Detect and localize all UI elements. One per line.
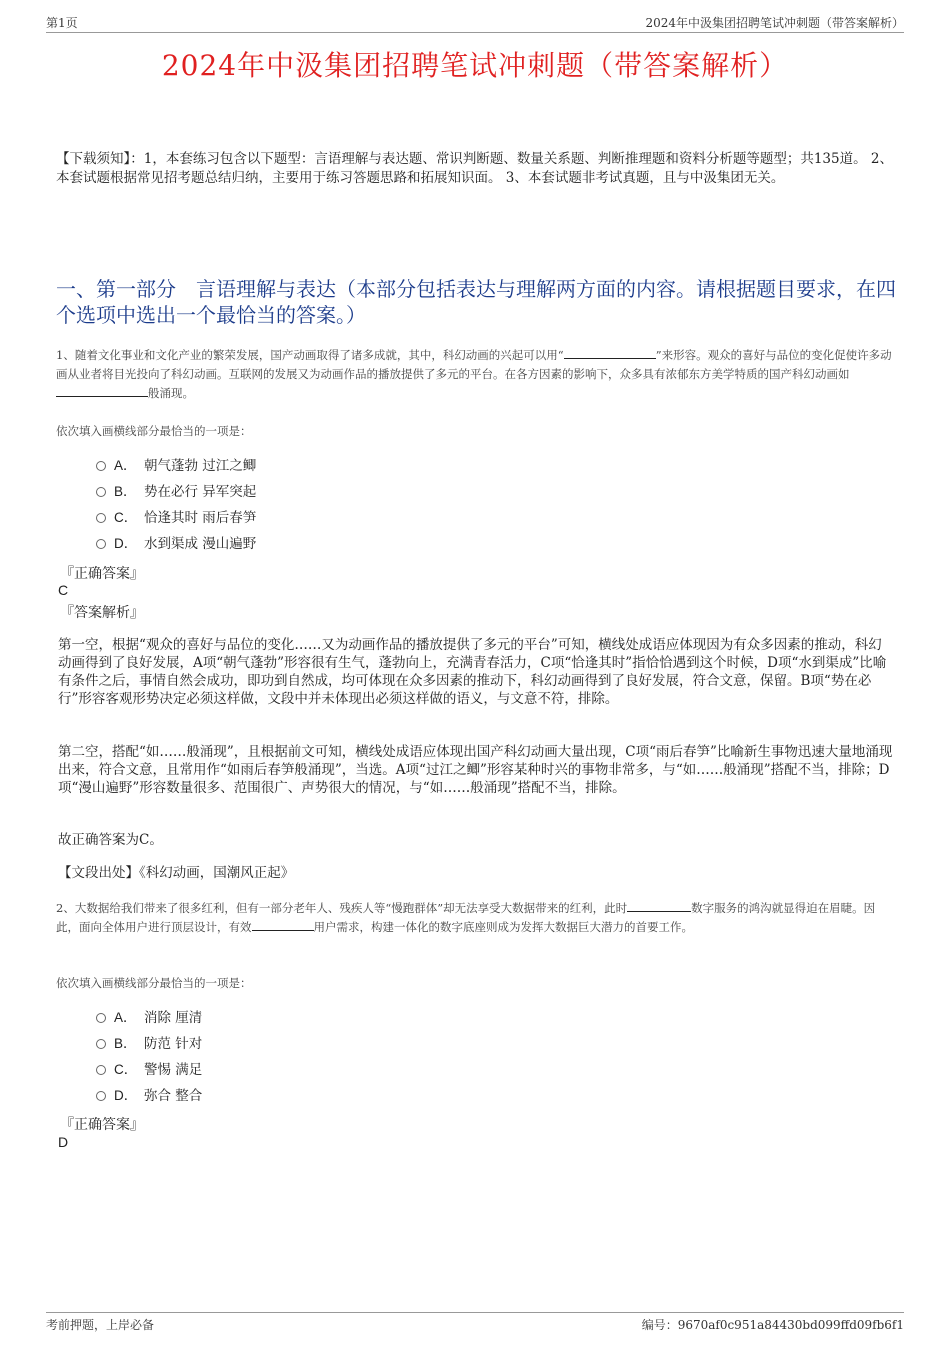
radio-icon[interactable] [96, 513, 106, 523]
fill-blank [564, 346, 656, 359]
fill-blank [252, 918, 314, 931]
analysis-paragraph-2: 第二空，搭配“如……般涌现”，且根据前文可知，横线处成语应体现出国产科幻动画大量出现，C项“雨后春笋”比喻新生事物迅速大量地涌现出来，符合文意，且常用作“如雨后春笋般涌现”，当选。A项“过江之鲫”形容某种时兴的事物非常多，与“如……般涌现”搭配不当，排除；D项“漫山遍野”形容数量很多、范围很广、声势很大的情况，与“如……般涌现”搭配不当，排除。 [58, 744, 893, 796]
source-citation: 【文段出处】《科幻动画，国潮风正起》 [58, 865, 295, 881]
question-2-text: 2、大数据给我们带来了很多红利，但有一部分老年人、残疾人等“慢跑群体”却无法享受大数据带来的红利，此时 数字服务的鸿沟就显得迫在眉睫。因此，面向全体用户进行顶层设计，有效 用户需求，构建一体化的数字底座则成为发挥大数据巨大潜力的首要工作。 [56, 901, 876, 934]
correct-answer: D [58, 1134, 69, 1150]
section-title: 一、第一部分 言语理解与表达（本部分包括表达与理解两方面的内容。请根据题目要求，在四个选项中选出一个最恰当的答案。） [56, 277, 896, 327]
radio-icon[interactable] [96, 1013, 106, 1023]
radio-icon[interactable] [96, 1039, 106, 1049]
correct-answer: C [58, 582, 69, 598]
question-2-option-a[interactable]: A． 消除 厘清 [96, 1008, 202, 1028]
correct-answer-label: 『正确答案』 [60, 1117, 144, 1133]
radio-icon[interactable] [96, 1091, 106, 1101]
radio-icon[interactable] [96, 1065, 106, 1075]
page-number: 第1页 [46, 16, 78, 30]
question-2-option-d[interactable]: D． 弥合 整合 [96, 1086, 202, 1106]
question-1-option-c[interactable]: C． 恰逢其时 雨后春笋 [96, 508, 256, 528]
download-notice: 【下载须知】：1，本套练习包含以下题型：言语理解与表达题、常识判断题、数量关系题、判断推理题和资料分析题等题型；共135道。 2、本套试题根据常见招考题总结归纳，主要用于练习答题思路和拓展知识面。 3、本套试题非考试真题，且与中汲集团无关。 [56, 151, 893, 186]
footer-serial: 编号：9670af0c951a84430bd099ffd09fb6f1 [641, 1318, 904, 1332]
page-footer [46, 1312, 904, 1333]
radio-icon[interactable] [96, 539, 106, 549]
analysis-conclusion: 故正确答案为C。 [58, 832, 163, 848]
question-2-option-b[interactable]: B． 防范 针对 [96, 1034, 202, 1054]
fill-blank [627, 899, 691, 912]
question-1-option-a[interactable]: A． 朝气蓬勃 过江之鲫 [96, 456, 256, 476]
fill-blank [56, 384, 148, 397]
question-2-option-c[interactable]: C． 警惕 满足 [96, 1060, 202, 1080]
question-1-option-b[interactable]: B． 势在必行 异军突起 [96, 482, 256, 502]
question-2-prompt: 依次填入画横线部分最恰当的一项是： [56, 976, 252, 990]
document-title: 2024年中汲集团招聘笔试冲刺题（带答案解析） [161, 49, 789, 82]
page-header [46, 12, 904, 33]
footer-slogan: 考前押题，上岸必备 [46, 1318, 155, 1332]
analysis-paragraph-1: 第一空，根据“观众的喜好与品位的变化……又为动画作品的播放提供了多元的平台”可知，横线处成语应体现因为有众多因素的推动，科幻动画得到了良好发展，A项“朝气蓬勃”形容很有生气，蓬勃向上，充满青春活力，C项“恰逢其时”指恰恰遇到这个时候，D项“水到渠成”比喻有条件之后，事情自然会成功，即功到自然成，均可体现在众多因素的推动下，科幻动画得到了良好发展，符合文意，保留。B项“势在必行”形容客观形势决定必须这样做，文段中并未体现出必须这样做的语义，与文意不符，排除。 [58, 637, 887, 707]
radio-icon[interactable] [96, 487, 106, 497]
radio-icon[interactable] [96, 461, 106, 471]
header-doc-title: 2024年中汲集团招聘笔试冲刺题（带答案解析） [645, 16, 904, 30]
question-1-option-d[interactable]: D． 水到渠成 漫山遍野 [96, 534, 256, 554]
question-1-prompt: 依次填入画横线部分最恰当的一项是： [56, 424, 252, 438]
question-1-text: 1、随着文化事业和文化产业的繁荣发展，国产动画取得了诸多成就，其中，科幻动画的兴起可以用“ ”来形容。观众的喜好与品位的变化促使许多动画从业者将目光投向了科幻动画。互联网的发展又为动画作品的播放提供了多元的平台。在各方因素的影响下，众多具有浓郁东方美学特质的国产科幻动画如般涌现。 [56, 348, 892, 400]
correct-answer-label: 『正确答案』 [60, 566, 144, 582]
analysis-label: 『答案解析』 [60, 605, 144, 621]
